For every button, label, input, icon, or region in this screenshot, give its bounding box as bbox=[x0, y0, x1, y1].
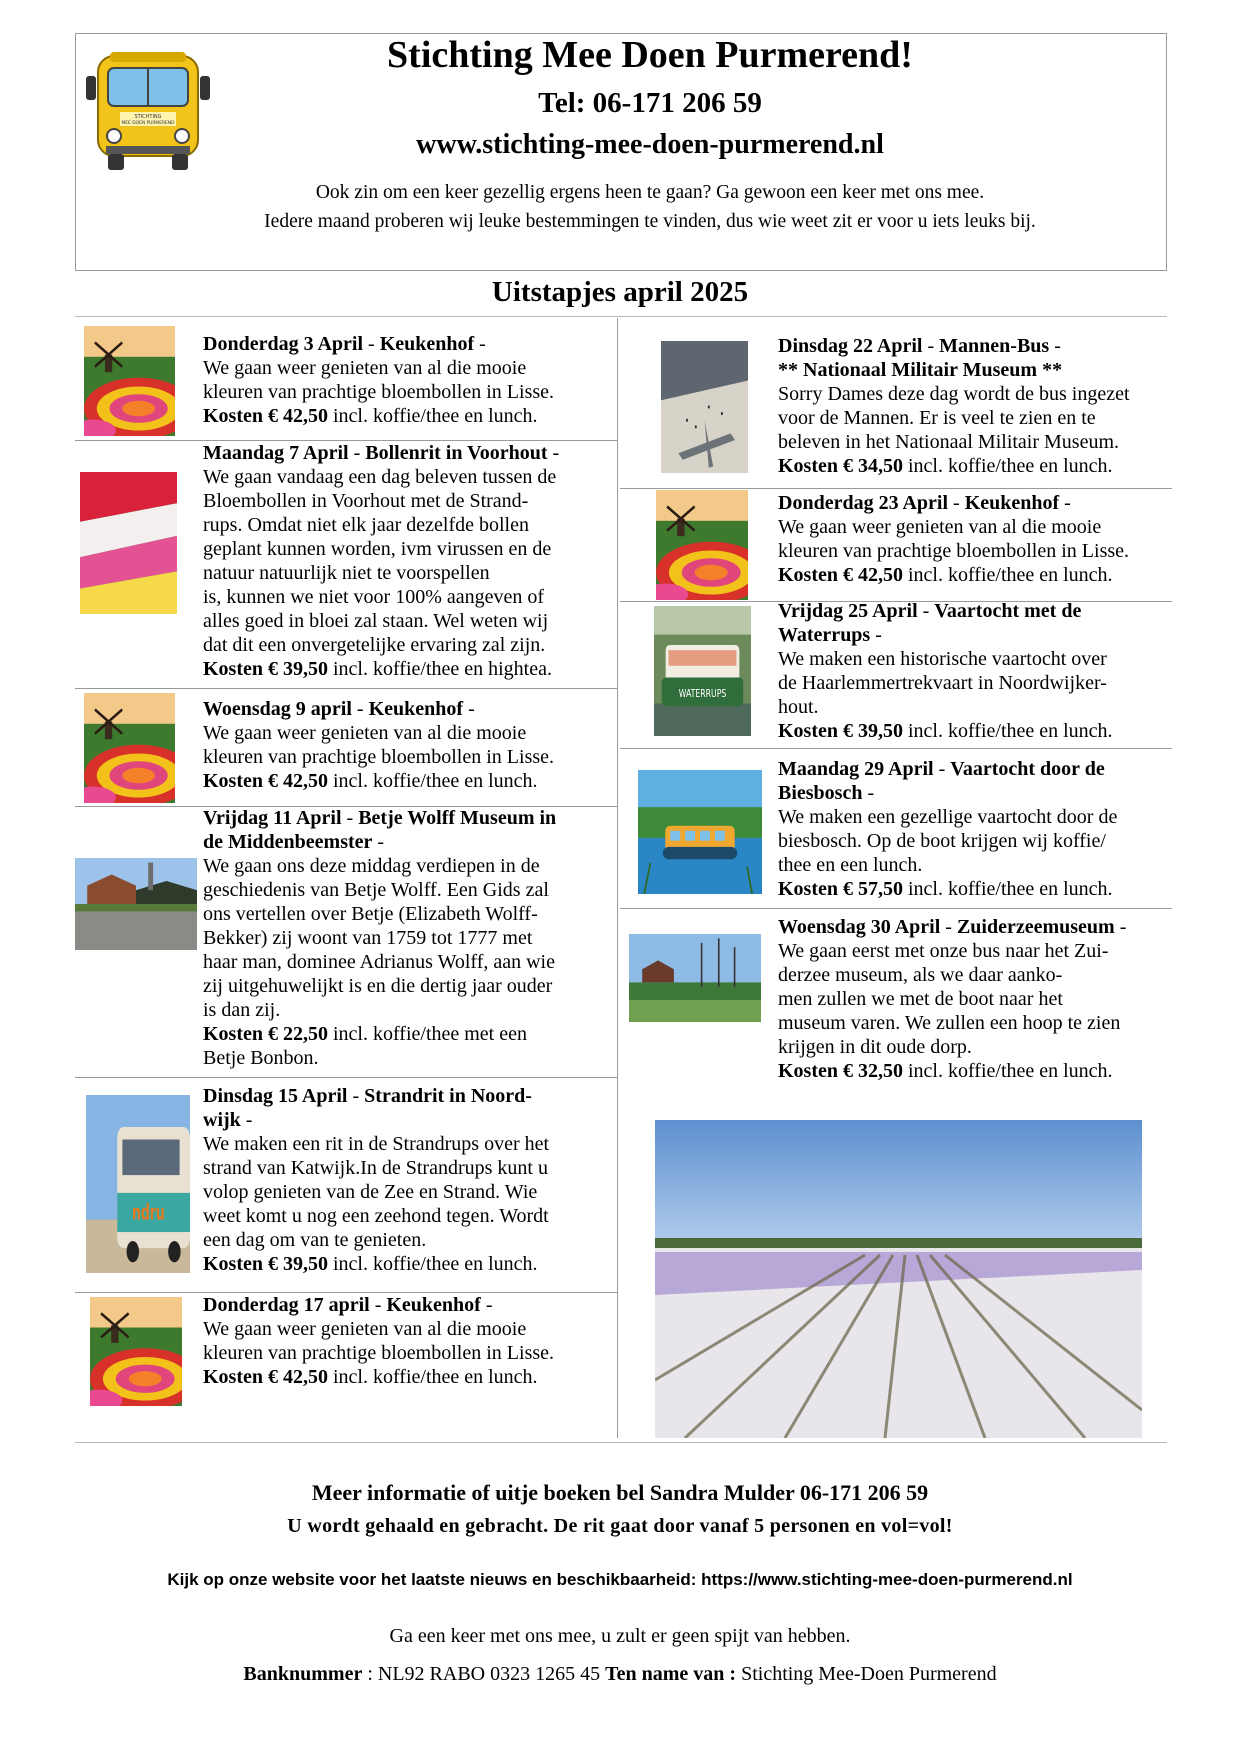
trip-cost-note: incl. koffie/thee met een bbox=[333, 1023, 527, 1045]
trip-description-line: kleuren van prachtige bloembollen in Lisse. bbox=[203, 746, 555, 768]
waterrups-boat-image bbox=[654, 606, 751, 736]
trip-separator bbox=[620, 908, 1172, 909]
trip-text bbox=[778, 491, 1198, 587]
trip-text bbox=[203, 1293, 623, 1389]
trip-text bbox=[203, 1084, 623, 1276]
trip-cost-note: incl. koffie/thee en lunch. bbox=[333, 770, 538, 792]
svg-text:ndru: ndru bbox=[131, 1201, 165, 1226]
trip-cost-label: Kosten € 22,50 bbox=[203, 1023, 328, 1045]
trip-cost-note: incl. koffie/thee en lunch. bbox=[908, 720, 1113, 742]
trip-cost bbox=[778, 877, 1198, 901]
trip-cost-note: incl. koffie/thee en lunch. bbox=[333, 1253, 538, 1275]
trip-cost bbox=[778, 454, 1198, 478]
trip-description-line: derzee museum, als we daar aanko- bbox=[778, 964, 1063, 986]
trip-heading: Dinsdag 15 April - Strandrit in Noord- bbox=[203, 1085, 532, 1107]
trip-date: Donderdag 3 April bbox=[203, 333, 364, 355]
trip-description-line: We maken een historische vaartocht over bbox=[778, 648, 1107, 670]
trip-separator bbox=[620, 748, 1172, 749]
trip-description-line: Bekker) zij woont van 1759 tot 1777 met bbox=[203, 927, 533, 949]
keukenhof-windmill-image bbox=[656, 490, 748, 600]
trip-description-line: krijgen in dit oude dorp. bbox=[778, 1036, 972, 1058]
trip-date: Donderdag 17 april bbox=[203, 1294, 370, 1316]
trip-cost-label: Kosten € 57,50 bbox=[778, 878, 903, 900]
account-name-label: Ten name van : bbox=[605, 1663, 737, 1685]
trip-description-line: geschiedenis van Betje Wolff. Een Gids zal bbox=[203, 879, 549, 901]
trip-separator bbox=[75, 1077, 618, 1078]
phone-heading: Tel: 06-171 206 59 bbox=[538, 87, 762, 119]
zuiderzee-harbor-image bbox=[629, 934, 761, 1022]
trip-cost bbox=[778, 563, 1198, 587]
trip-heading: Woensdag 30 April - Zuiderzeemuseum - bbox=[778, 916, 1127, 938]
trip-cost bbox=[203, 769, 623, 793]
trip-cost-label: Kosten € 42,50 bbox=[203, 1366, 328, 1388]
trip-description-line: kleuren van prachtige bloembollen in Lisse. bbox=[778, 540, 1130, 562]
bottom-rule bbox=[75, 1442, 1167, 1443]
trip-description-line: volop genieten van de Zee en Strand. Wie bbox=[203, 1181, 538, 1203]
biesbosch-boat-image bbox=[638, 770, 762, 894]
trip-cost-note: incl. koffie/thee en lunch. bbox=[908, 878, 1113, 900]
trip-cost-label: Kosten € 42,50 bbox=[778, 564, 903, 586]
trip-title: Vaartocht met de bbox=[934, 600, 1082, 622]
trip-cost-label: Kosten € 42,50 bbox=[203, 770, 328, 792]
trip-date: Vrijdag 25 April bbox=[778, 600, 918, 622]
trip-description-line: We gaan weer genieten van al die mooie bbox=[203, 1318, 527, 1340]
trip-text bbox=[203, 332, 623, 428]
footer-closing: Ga een keer met ons mee, u zult er geen spijt van hebben. bbox=[389, 1625, 851, 1647]
trip-cost bbox=[203, 1022, 623, 1046]
trip-title-continued bbox=[778, 358, 1198, 382]
trip-cost-note: incl. koffie/thee en lunch. bbox=[908, 455, 1113, 477]
trip-description-line: Bloembollen in Voorhout met de Strand- bbox=[203, 490, 529, 512]
trip-title-line-2: de Middenbeemster bbox=[203, 831, 373, 853]
trip-text bbox=[203, 441, 623, 681]
trip-title-line-2: ** Nationaal Militair Museum ** bbox=[778, 359, 1063, 381]
trip-description-line: haar man, dominee Adrianus Wolff, aan wie bbox=[203, 951, 555, 973]
trip-description-line: We gaan weer genieten van al die mooie bbox=[778, 516, 1102, 538]
trip-date: Dinsdag 22 April bbox=[778, 335, 923, 357]
footer-pickup: U wordt gehaald en gebracht. De rit gaat door vanaf 5 personen en vol=vol! bbox=[287, 1515, 953, 1537]
trip-title-line-2: Biesbosch bbox=[778, 782, 863, 804]
trip-description-line: weet komt u nog een zeehond tegen. Wordt bbox=[203, 1205, 549, 1227]
keukenhof-windmill-image bbox=[84, 326, 175, 436]
trip-separator bbox=[75, 688, 618, 689]
trip-cost-label: Kosten € 32,50 bbox=[778, 1060, 903, 1082]
svg-text:WATERRUPS: WATERRUPS bbox=[678, 687, 727, 701]
section-title: Uitstapjes april 2025 bbox=[491, 276, 749, 308]
trip-description-line: We maken een gezellige vaartocht door de bbox=[778, 806, 1118, 828]
trip-date: Donderdag 23 April bbox=[778, 492, 949, 514]
trip-description-line: hout. bbox=[778, 696, 819, 718]
trip-heading: Donderdag 17 april - Keukenhof - bbox=[203, 1294, 493, 1316]
trip-text bbox=[203, 697, 623, 793]
trip-title: Bollenrit in Voorhout bbox=[365, 442, 548, 464]
trip-description-line: beleven in het Nationaal Militair Museum. bbox=[778, 431, 1120, 453]
trip-cost-note: incl. koffie/thee en lunch. bbox=[908, 564, 1113, 586]
trip-heading: Donderdag 23 April - Keukenhof - bbox=[778, 492, 1071, 514]
trip-description-line: men zullen we met de boot naar het bbox=[778, 988, 1063, 1010]
trip-heading: Maandag 7 April - Bollenrit in Voorhout - bbox=[203, 442, 560, 464]
village-street-image bbox=[75, 858, 197, 950]
trip-cost-note: incl. koffie/thee en lunch. bbox=[333, 1366, 538, 1388]
beach-tram-image bbox=[86, 1095, 190, 1273]
trip-title: Keukenhof bbox=[379, 333, 475, 355]
trip-description-line: de Haarlemmertrekvaart in Noordwijker- bbox=[778, 672, 1107, 694]
footer-website-note: Kijk op onze website voor het laatste nieuws en beschikbaarheid: https://www.stichting-mee-doen-purmerend.nl bbox=[167, 1570, 1073, 1589]
trip-description-line: alles goed in bloei zal staan. Wel weten wij bbox=[203, 610, 549, 632]
trip-heading: Maandag 29 April - Vaartocht door de bbox=[778, 758, 1105, 780]
trip-date: Vrijdag 11 April bbox=[203, 807, 342, 829]
trip-title-line-2: wijk bbox=[203, 1109, 241, 1131]
trip-cost bbox=[203, 1365, 623, 1389]
trip-description-line: We gaan ons deze middag verdiepen in de bbox=[203, 855, 540, 877]
keukenhof-windmill-image bbox=[90, 1297, 182, 1406]
trip-description-line: museum varen. We zullen een hoop te zien bbox=[778, 1012, 1121, 1034]
trip-title: Keukenhof bbox=[964, 492, 1060, 514]
trip-description-line: voor de Mannen. Er is veel te zien en te bbox=[778, 407, 1096, 429]
trip-cost-note: incl. koffie/thee en lunch. bbox=[908, 1060, 1113, 1082]
trip-description-line: We gaan weer genieten van al die mooie bbox=[203, 357, 527, 379]
trip-title: Keukenhof bbox=[386, 1294, 481, 1316]
trip-heading: Vrijdag 11 April - Betje Wolff Museum in bbox=[203, 807, 557, 829]
trip-cost-note-continued: Betje Bonbon. bbox=[203, 1047, 319, 1069]
trip-title: Zuiderzeemuseum bbox=[956, 916, 1115, 938]
trip-title: Betje Wolff Museum in bbox=[358, 807, 557, 829]
trip-description-line: We gaan eerst met onze bus naar het Zui- bbox=[778, 940, 1109, 962]
trip-cost-note: incl. koffie/thee en hightea. bbox=[333, 658, 552, 680]
trip-description-line: ons vertellen over Betje (Elizabeth Wolff- bbox=[203, 903, 538, 925]
trip-title-continued: wijk - bbox=[203, 1109, 253, 1131]
trip-description-line: We gaan vandaag een dag beleven tussen de bbox=[203, 466, 557, 488]
trip-description-line: We gaan weer genieten van al die mooie bbox=[203, 722, 527, 744]
trip-date: Maandag 7 April bbox=[203, 442, 349, 464]
trip-description-line: biesbosch. Op de boot krijgen wij koffie/ bbox=[778, 830, 1106, 852]
trip-text bbox=[778, 599, 1198, 743]
bank-value: : NL92 RABO 0323 1265 45 bbox=[367, 1663, 601, 1685]
trip-cost-label: Kosten € 39,50 bbox=[203, 658, 328, 680]
trip-title: Mannen-Bus bbox=[939, 335, 1050, 357]
account-name-value: Stichting Mee-Doen Purmerend bbox=[741, 1663, 997, 1685]
intro-line-2: Iedere maand proberen wij leuke bestemmingen te vinden, dus wie weet zit er voor u iets leuks bij. bbox=[264, 211, 1036, 232]
trip-cost-label: Kosten € 42,50 bbox=[203, 405, 328, 427]
trip-date: Dinsdag 15 April bbox=[203, 1085, 348, 1107]
footer-bank bbox=[0, 1663, 1240, 1686]
trip-description-line: natuur natuurlijk niet te voorspellen bbox=[203, 562, 490, 584]
footer-info: Meer informatie of uitje boeken bel Sandra Mulder 06-171 206 59 bbox=[311, 1480, 929, 1505]
trip-description-line: thee en een lunch. bbox=[778, 854, 923, 876]
trip-date: Maandag 29 April bbox=[778, 758, 934, 780]
trip-date: Woensdag 9 april bbox=[203, 698, 352, 720]
trip-description-line: dat dit een onvergetelijke ervaring zal zijn. bbox=[203, 634, 546, 656]
trip-cost bbox=[203, 1252, 623, 1276]
trip-description-line: Sorry Dames deze dag wordt de bus ingezet bbox=[778, 383, 1130, 405]
trip-title: Strandrit in Noord- bbox=[364, 1085, 532, 1107]
tulip-field-image bbox=[80, 472, 177, 614]
trip-text bbox=[778, 757, 1198, 901]
trip-cost-label: Kosten € 34,50 bbox=[778, 455, 903, 477]
trip-description-line: is, kunnen we niet voor 100% aangeven of bbox=[203, 586, 545, 608]
military-museum-image bbox=[661, 341, 748, 473]
trip-heading: Vrijdag 25 April - Vaartocht met de bbox=[778, 600, 1082, 622]
trip-text bbox=[778, 334, 1198, 478]
trip-description-line: zij uitgehuwelijkt is en die dertig jaar ouder bbox=[203, 975, 553, 997]
hyacinth-field-image bbox=[655, 1120, 1142, 1438]
trip-description-line: een dag om van te genieten. bbox=[203, 1229, 427, 1251]
trip-cost-note: incl. koffie/thee en lunch. bbox=[333, 405, 538, 427]
section-rule bbox=[75, 316, 1167, 317]
trip-text bbox=[778, 915, 1198, 1083]
trip-title-continued: Waterrups - bbox=[778, 624, 882, 646]
trip-description-line: kleuren van prachtige bloembollen in Lisse. bbox=[203, 1342, 555, 1364]
trip-cost bbox=[203, 657, 623, 681]
trip-description-line: strand van Katwijk.In de Strandrups kunt u bbox=[203, 1157, 548, 1179]
trip-description-line: We maken een rit in de Strandrups over het bbox=[203, 1133, 550, 1155]
trip-description-line: kleuren van prachtige bloembollen in Lisse. bbox=[203, 381, 555, 403]
svg-text:MEE DOEN PURMEREND: MEE DOEN PURMEREND bbox=[121, 121, 175, 126]
trip-heading: Donderdag 3 April - Keukenhof - bbox=[203, 333, 486, 355]
trip-cost-label: Kosten € 39,50 bbox=[778, 720, 903, 742]
trip-text bbox=[203, 806, 623, 1070]
trip-cost bbox=[203, 404, 623, 428]
trip-title-continued: de Middenbeemster - bbox=[203, 831, 385, 853]
org-name-heading: Stichting Mee Doen Purmerend! bbox=[387, 34, 913, 76]
keukenhof-windmill-image bbox=[84, 693, 175, 803]
trip-cost-label: Kosten € 39,50 bbox=[203, 1253, 328, 1275]
trip-title: Keukenhof bbox=[368, 698, 464, 720]
bank-label: Banknummer bbox=[243, 1663, 363, 1685]
intro-line-1: Ook zin om een keer gezellig ergens heen te gaan? Ga gewoon een keer met ons mee. bbox=[315, 182, 985, 203]
trip-cost bbox=[778, 1059, 1198, 1083]
trip-title: Vaartocht door de bbox=[950, 758, 1105, 780]
trip-description-line: rups. Omdat niet elk jaar dezelfde bollen bbox=[203, 514, 529, 536]
trip-description-line: geplant kunnen worden, ivm virussen en de bbox=[203, 538, 552, 560]
trip-heading: Dinsdag 22 April - Mannen-Bus - bbox=[778, 335, 1061, 357]
trip-cost bbox=[778, 719, 1198, 743]
school-bus-logo bbox=[80, 48, 215, 173]
intro-text bbox=[150, 178, 1150, 236]
trip-title-line-2: Waterrups bbox=[778, 624, 871, 646]
trip-description-line: is dan zij. bbox=[203, 999, 281, 1021]
bus-sign-text: STICHTING bbox=[134, 114, 162, 120]
trip-heading: Woensdag 9 april - Keukenhof - bbox=[203, 698, 475, 720]
trip-date: Woensdag 30 April bbox=[778, 916, 941, 938]
trip-separator bbox=[620, 488, 1172, 489]
trip-title-continued: Biesbosch - bbox=[778, 782, 875, 804]
website-heading: www.stichting-mee-doen-purmerend.nl bbox=[416, 129, 884, 160]
